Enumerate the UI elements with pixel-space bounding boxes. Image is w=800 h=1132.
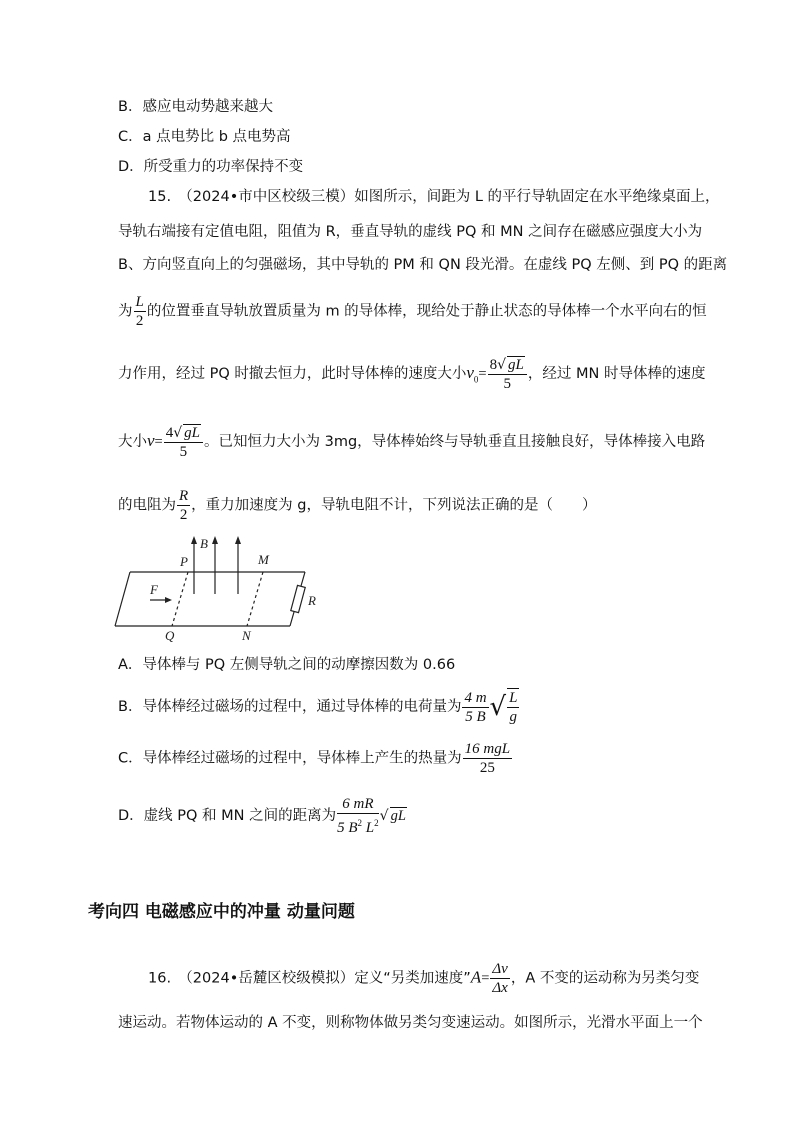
q15-line4	[118, 293, 707, 330]
q15-line5	[118, 355, 705, 393]
q15-line4-pre: 为	[118, 303, 133, 320]
left-edge	[115, 572, 130, 626]
option-a: A．导体棒与 PQ 左侧导轨之间的动摩擦因数为 0.66	[118, 657, 456, 673]
equals-sign-2: =	[154, 434, 163, 450]
equals-sign: =	[478, 366, 487, 382]
option-b-text: B．导体棒经过磁场的过程中，通过导体棒的电荷量为	[118, 699, 462, 715]
label-q: Q	[165, 628, 175, 643]
a-symbol: A	[470, 967, 482, 987]
option-c	[118, 740, 513, 777]
q15-line7	[118, 487, 596, 524]
v-symbol: v	[147, 431, 155, 450]
q15-line7-post: ，重力加速度为 g，导轨电阻不计，下列说法正确的是（ ）	[191, 497, 597, 514]
fraction-8-sqrt-gl-over-5: $\frac{8√ gL}{5}$	[488, 355, 527, 393]
q16-line1-post: ，A 不变的运动称为另类匀变	[510, 970, 700, 987]
fraction-4-sqrt-gl-over-5: $\frac{4√ gL}{5}$	[164, 423, 203, 461]
option-c-text: C．导体棒经过磁场的过程中，导体棒上产生的热量为	[118, 750, 462, 767]
q15-line6-pre: 大小	[118, 434, 147, 450]
fraction-6mr-over-5b2l2: $\frac{6 mR}{5 B^2 L^2}$	[337, 796, 379, 836]
section-title: 考向四 电磁感应中的冲量 动量问题	[88, 902, 355, 922]
arrowhead-2	[212, 536, 218, 544]
q16-line1-pre: 16. （2024•岳麓区校级模拟）定义“另类加速度”	[148, 970, 471, 987]
right-edge-top	[301, 572, 305, 586]
q15-line7-pre: 的电阻为	[118, 497, 176, 514]
q15-line5-post: ，经过 MN 时导体棒的速度	[527, 366, 706, 382]
q16-line1	[148, 960, 699, 997]
option-d: D．虚线 PQ 和 MN 之间的距离为 $\frac{6 mR}{5 B^2 L^2}$ √ gL	[118, 796, 406, 836]
force-arrowhead	[165, 597, 172, 603]
v0-symbol: $v_0$	[466, 363, 479, 385]
label-b: B	[200, 536, 208, 551]
label-r: R	[308, 593, 316, 608]
q15-line1: 15. （2024•市中区校级三模）如图所示，间距为 L 的平行导轨固定在水平绝缘桌面上，	[148, 189, 720, 205]
arrowhead-1	[191, 536, 197, 544]
fraction-r-over-2: $\frac{R}{2}$	[179, 488, 189, 523]
rail-circuit-diagram	[110, 530, 330, 645]
option-b-prev: B．感应电动势越来越大	[118, 99, 273, 115]
label-n: N	[242, 628, 251, 643]
fraction-dv-over-dx: $\frac{\Delta v}{\Delta x}$	[492, 961, 508, 996]
option-c-prev: C．a 点电势比 b 点电势高	[118, 129, 291, 145]
label-f: F	[150, 582, 158, 597]
fraction-4m-over-5b: $\frac{4 m}{5 B}$	[464, 689, 487, 725]
q16-line2: 速运动。若物体运动的 A 不变，则称物体做另类匀变速运动。如图所示，光滑水平面上一个	[118, 1015, 703, 1031]
sqrt-l-over-g: √ $\frac{L}{g}$	[489, 690, 518, 725]
right-edge-bottom	[290, 612, 294, 626]
label-m: M	[258, 552, 269, 567]
arrowhead-3	[235, 536, 241, 544]
label-p: P	[180, 554, 188, 569]
fraction-16mgl-over-25: $\frac{\text{16 mgL}}{25}$	[464, 741, 511, 776]
option-d-text: D．虚线 PQ 和 MN 之间的距离为	[118, 808, 337, 824]
q15-line2: 导轨右端接有定值电阻，阻值为 R，垂直导轨的虚线 PQ 和 MN 之间存在磁感应强度大小为	[118, 224, 703, 240]
sqrt-gl: gL	[390, 808, 406, 824]
resistor-icon	[291, 585, 305, 612]
q15-line6-post: 。已知恒力大小为 3mg，导体棒始终与导轨垂直且接触良好，导体棒接入电路	[204, 434, 706, 450]
dashed-line-mn	[247, 572, 263, 626]
q15-line6	[118, 423, 705, 461]
q15-line3: B、方向竖直向上的匀强磁场，其中导轨的 PM 和 QN 段光滑。在虚线 PQ 左侧、到 PQ 的距离	[118, 257, 728, 273]
fraction-l-over-2: $\frac{L}{2}$	[135, 294, 144, 329]
q15-line4-post: 的位置垂直导轨放置质量为 m 的导体棒，现给处于静止状态的导体棒一个水平向右的恒	[146, 303, 707, 320]
option-b	[118, 688, 520, 726]
q15-line5-pre: 力作用，经过 PQ 时撤去恒力，此时导体棒的速度大小	[118, 366, 467, 382]
option-d-prev: D．所受重力的功率保持不变	[118, 159, 304, 175]
equals-sign-3: =	[481, 970, 490, 987]
dashed-line-pq	[172, 572, 188, 626]
